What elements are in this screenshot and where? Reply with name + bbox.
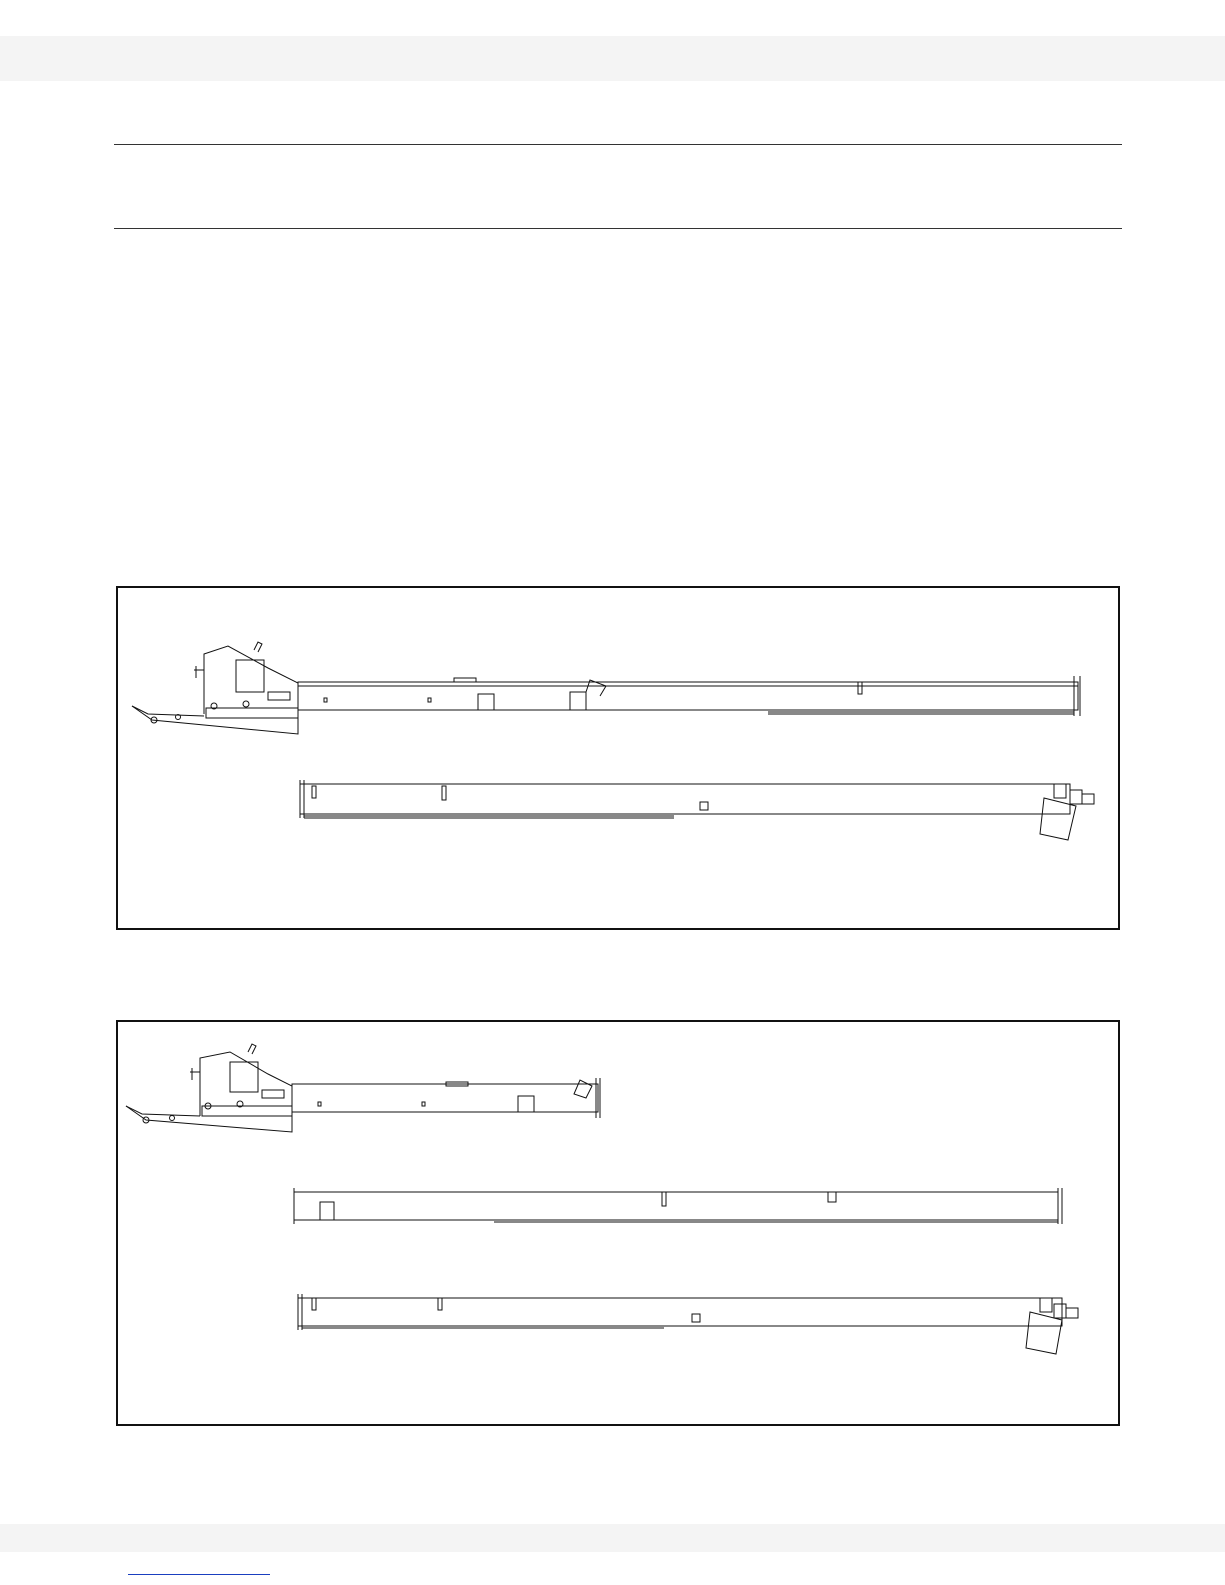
drive-head-drawing bbox=[300, 780, 1094, 840]
drive-head-drawing bbox=[298, 1294, 1078, 1354]
figure-upper-two-section-auger bbox=[116, 586, 1120, 930]
figure-lower-three-section-auger bbox=[116, 1020, 1120, 1426]
footer-link-underline[interactable] bbox=[128, 1574, 270, 1575]
footer-band bbox=[0, 1524, 1225, 1552]
intake-hopper-drawing bbox=[126, 1044, 292, 1132]
header-rule-top bbox=[114, 144, 1122, 145]
auger-tube-drawing bbox=[118, 588, 1118, 928]
intake-hopper-drawing bbox=[132, 642, 298, 734]
header-band bbox=[0, 36, 1225, 81]
header-rule-bottom bbox=[114, 228, 1122, 229]
auger-tube-drawing bbox=[118, 1022, 1118, 1424]
